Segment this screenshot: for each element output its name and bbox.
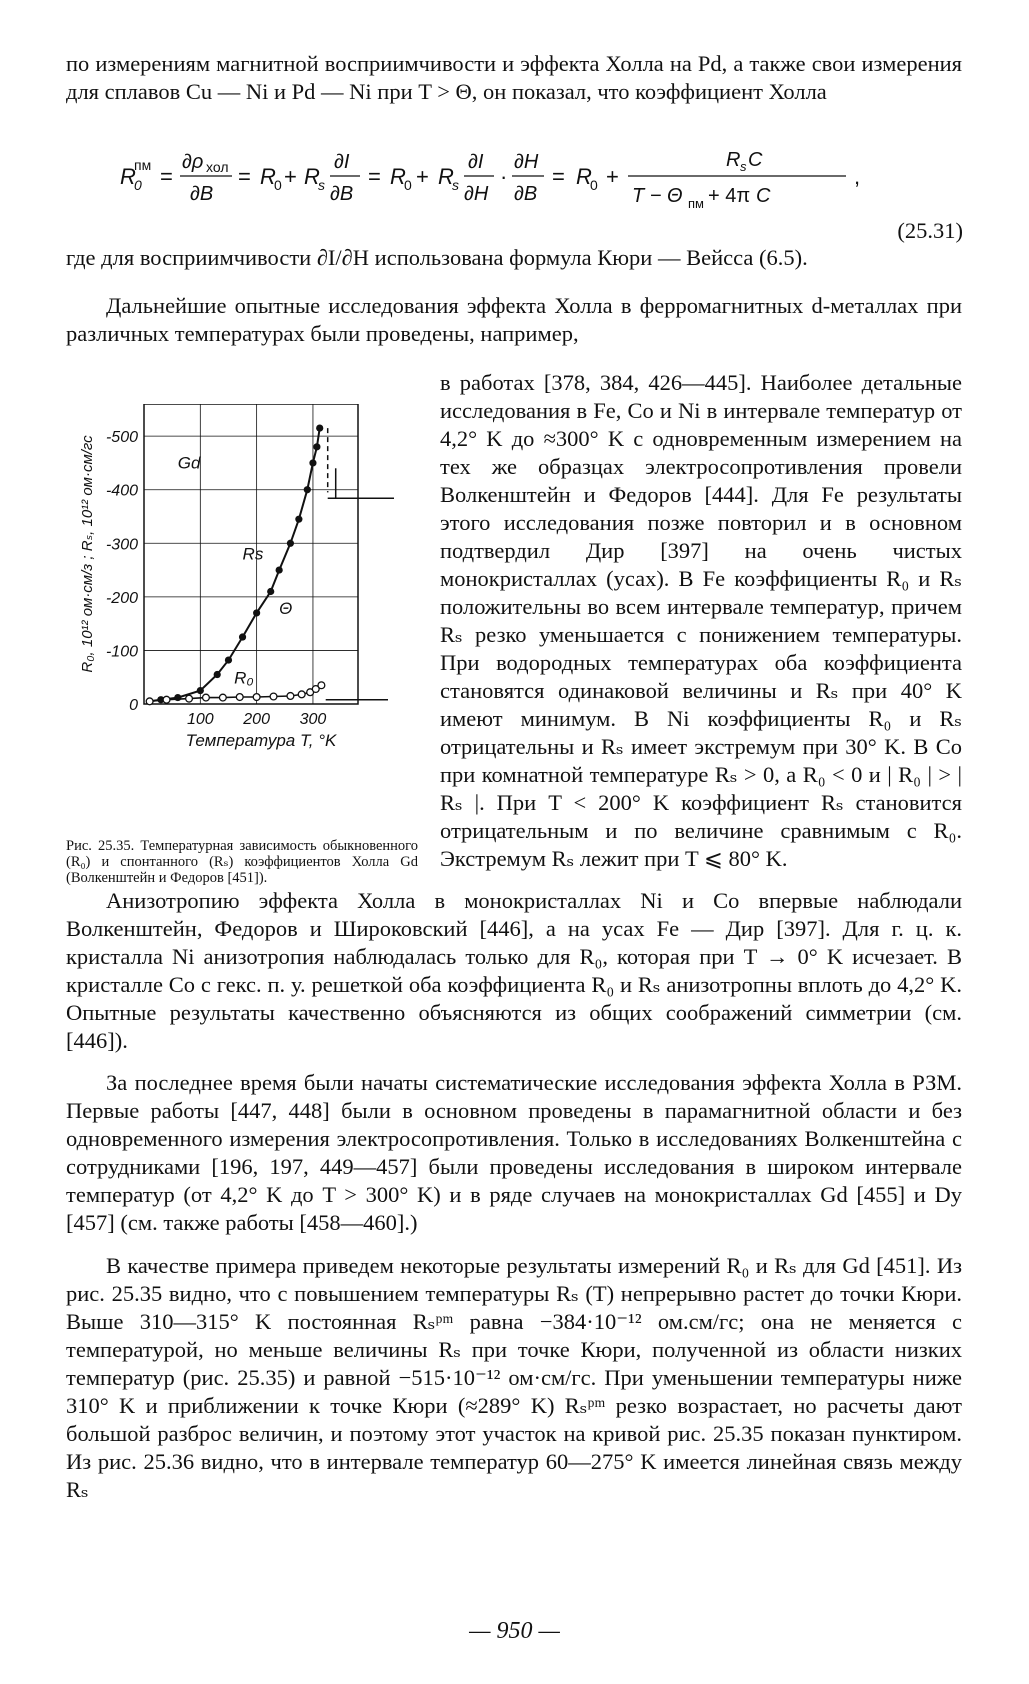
svg-text:·: · [500,164,508,189]
y-tick-label: -100 [105,643,138,661]
r0-data-point [219,694,226,701]
paragraph-rare-earth: За последнее время были начаты систематические исследования эффекта Холла в РЗМ. Первые работы [447, 448] были в основном проведены в парамагнитной области и без одновременного измерения электросопротивления. Только в исследованиях Волкенштейна с сотрудниками [196, 197, 449—457] были проведены исследования в широком интервале температур (от 4,2° K до T > 300° K) и в ряде случаев на монокристаллах Gd [455] и Dy [457] (см. также работы [458—460].) [66,1070,962,1235]
svg-text:∂ρ: ∂ρ [182,151,204,173]
x-tick-label: 100 [186,711,214,728]
r0-data-point [186,695,193,702]
svg-text:пм: пм [134,157,152,173]
r0-data-point [203,694,210,701]
svg-text:+: + [606,164,619,189]
svg-text:=: = [552,164,565,189]
paragraph-gd-results: В качестве примера приведем некоторые результаты измерений R₀ и Rₛ для Gd [451]. Из рис. 25.35 видно, что с повышением температуры Rₛ (T) непрерывно растет до точки Кюри. Выше 310—315° K постоянная Rₛᵖᵐ равна −384·10⁻¹² ом.см/гс; она не меняется с температурой, но меньше величины Rₛ при точке Кюри, полученной из области низких температур (рис. 25.35) и равной −515·10⁻¹² ом·см/гс. При уменьшении температуры ниже 310° K и приближении к точке Кюри (≈289° K) Rₛᵖᵐ резко возрастает, но расчеты дают большой разброс величин, и поэтому этот участок на кривой рис. 25.35 показан пунктиром. Из рис. 25.36 видно, что в интервале температур 60—275° K имеется линейная связь между Rₛ [66,1253,962,1502]
equation-number: (25.31) [897,218,963,243]
svg-text:∂B: ∂B [330,183,354,205]
svg-text:R: R [438,164,454,189]
svg-text:T − Θ: T − Θ [632,185,683,207]
svg-text:∂B: ∂B [514,183,538,205]
svg-text:пм: пм [688,196,704,211]
y-tick-label: 0 [129,697,138,714]
svg-text:∂B: ∂B [190,183,214,205]
x-axis-label: Температура T, °K [185,731,337,750]
svg-text:R: R [726,149,741,171]
r0-data-point [236,694,243,701]
svg-text:0: 0 [134,177,142,193]
curve-annotation: Gd [177,453,201,473]
rs-data-point [214,671,221,678]
svg-text:+: + [284,164,297,189]
svg-text:хол: хол [206,159,229,175]
svg-text:=: = [368,164,381,189]
curve-annotation: Θ [279,599,293,618]
y-tick-label: -300 [105,536,138,554]
paragraph-further-studies-b [440,369,962,873]
svg-text:s: s [318,177,325,193]
r0-curve [150,685,322,701]
paragraph-further-studies-a: Дальнейшие опытные исследования эффекта Холла в ферромагнитных d-металлах при различных температурах были проведены, например, [66,293,962,346]
svg-text:∂H: ∂H [464,183,489,205]
svg-text:R: R [576,164,592,189]
r0-data-point [287,693,294,700]
rs-data-point [313,443,320,450]
rs-curve [150,428,320,701]
svg-text:R: R [260,164,276,189]
rs-data-point [225,656,232,663]
y-axis-label: R₀, 10¹² ом·см/з ; Rₛ, 10¹² ом·см/гс [79,435,96,673]
svg-text:∂I: ∂I [468,151,484,173]
svg-text:s: s [740,159,747,174]
figure-caption: Рис. 25.35. Температурная зависимость обыкновенного (R₀) и спонтанного (Rₛ) коэффициентов Холла Gd (Волкенштейн и Федоров [451]). [66,838,418,886]
svg-text:R: R [304,164,320,189]
equation-svg [120,140,960,212]
paragraph-intro: по измерениям магнитной восприимчивости и эффекта Холла на Pd, а также свои измерения для сплавов Cu — Ni и Pd — Ni при T > Θ, он показал, что коэффициент Холла [66,51,962,104]
curve-annotation: R₀ [234,668,254,688]
rs-data-point [309,459,316,466]
svg-text:R: R [120,164,136,189]
rs-data-point [287,540,294,547]
paragraph-text: в работах [378, 384, 426—445]. Наиболее детальные исследования в Fe, Co и Ni в интервале температур от 4,2° K до ≈300° K с одновременным измерением на тех же образцах электросопротивления провели Волкенштейн и Федоров [444]. Для Fe результаты этого исследования позже повторил и в основном подтвердил Дир [397] на очень чистых монокристаллах (усах). В Fe коэффициенты R₀ и Rₛ положительны во всем интервале температур, причем Rₛ резко уменьшается с понижением температуры. При водородных температурах оба коэффициента становятся одинаковой величины и Rₛ при 40° K имеют минимум. В Ni коэффициенты R₀ и Rₛ отрицательны и Rₛ имеет экстремум при 30° K. В Co при комнатной температуре Rₛ > 0, а R₀ < 0 и | R₀ | > | Rₛ |. При T < 200° K коэффициент Rₛ становится отрицательным и по величине сравнимым с R₀. Экстремум Rₛ лежит при T ⩽ 80° K. [440,370,962,871]
hall-coefficient-chart [66,404,416,784]
rs-data-point [295,516,302,523]
x-tick-label: 300 [299,711,327,728]
svg-text:+: + [416,164,429,189]
svg-text:+ 4π: + 4π [708,185,751,207]
r0-data-point [163,696,170,703]
svg-text:,: , [854,164,861,189]
x-tick-label: 200 [243,711,270,728]
svg-text:0: 0 [274,177,282,193]
paragraph-anisotropy: Анизотропию эффекта Холла в монокристаллах Ni и Co впервые наблюдали Волкенштейн, Федоров и Широковский [446], а на усах Fe — Дир [397]. Для г. ц. к. кристалла Ni анизотропия наблюдалась только для R₀, которая при T → 0° K исчезает. В кристалле Co с гекс. п. у. решеткой оба коэффициента R₀ и Rₛ анизотропны вплоть до 4,2° K. Опытные результаты качественно объясняются из общих соображений симметрии (см. [446]). [66,888,962,1053]
svg-text:R: R [390,164,406,189]
y-tick-label: -200 [105,589,138,607]
rs-data-point [253,609,260,616]
page-number: — 950 — [469,1618,560,1644]
rs-data-point [304,486,311,493]
equation-25-31 [120,140,960,210]
rs-data-point [267,588,274,595]
y-tick-label: -400 [105,482,138,500]
svg-text:C: C [756,185,771,207]
svg-text:C: C [748,149,763,171]
r0-data-point [253,694,260,701]
svg-text:s: s [452,177,459,193]
r0-data-point [298,691,305,698]
svg-text:=: = [160,164,173,189]
r0-data-point [146,698,153,705]
y-tick-label: -500 [105,429,138,447]
svg-text:∂I: ∂I [334,151,350,173]
rs-data-point [316,425,323,432]
figure-25-35 [66,404,416,791]
rs-data-point [197,687,204,694]
svg-text:=: = [238,164,251,189]
paragraph-curie-weiss: где для восприимчивости ∂I/∂H использована формула Кюри — Вейсса (6.5). [66,245,808,270]
r0-data-point [270,693,277,700]
r0-data-point [318,682,325,689]
rs-data-point [276,566,283,573]
curve-annotation: Rs [242,544,264,564]
svg-text:0: 0 [404,177,412,193]
svg-text:0: 0 [590,177,598,193]
rs-data-point [239,633,246,640]
svg-text:∂H: ∂H [514,151,539,173]
rs-data-point [174,694,181,701]
